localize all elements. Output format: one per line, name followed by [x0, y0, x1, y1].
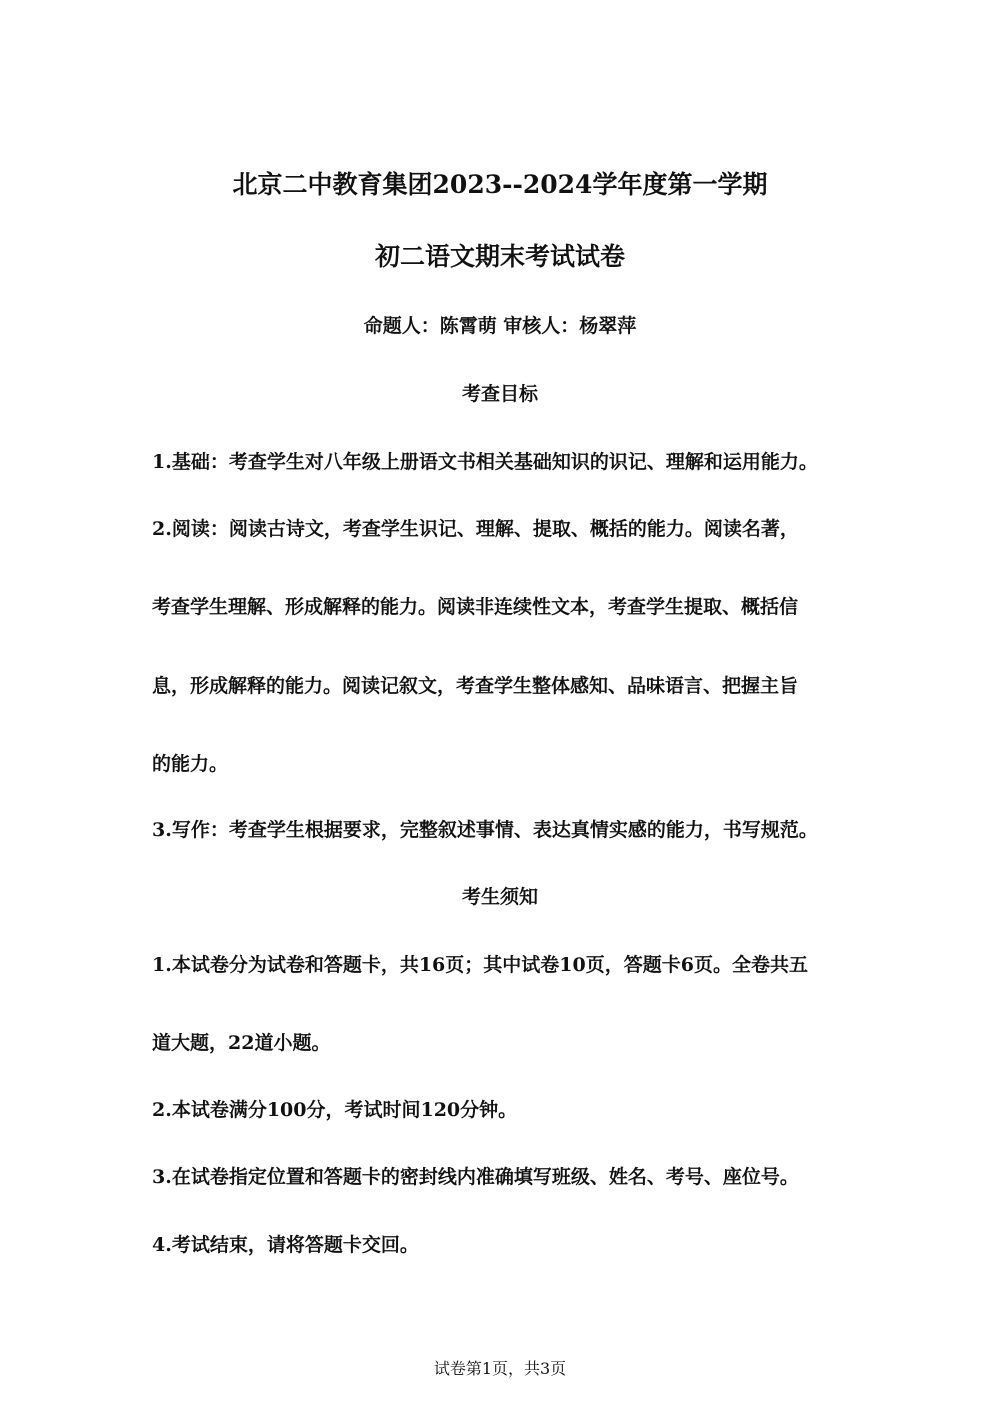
objective-line: 的能力。 [152, 753, 229, 775]
objectives-heading: 考查目标 [461, 383, 538, 405]
objective-line: 考查学生理解、形成解释的能力。阅读非连续性文本，考查学生提取、概括信 [152, 596, 799, 618]
notice-line: 4.考试结束，请将答题卡交回。 [152, 1234, 419, 1256]
objective-line: 1.基础：考查学生对八年级上册语文书相关基础知识的识记、理解和运用能力。 [152, 451, 818, 473]
notice-line: 道大题，22道小题。 [152, 1032, 331, 1054]
objective-line: 2.阅读：阅读古诗文，考查学生识记、理解、提取、概括的能力。阅读名著， [152, 518, 799, 540]
notice-line: 3.在试卷指定位置和答题卡的密封线内准确填写班级、姓名、考号、座位号。 [152, 1166, 799, 1188]
exam-authors: 命题人：陈霄萌 审核人：杨翠萍 [363, 315, 637, 337]
exam-title: 北京二中教育集团2023--2024学年度第一学期 [232, 170, 768, 199]
notice-line: 2.本试卷满分100分，考试时间120分钟。 [152, 1099, 518, 1121]
page-footer: 试卷第1页，共3页 [433, 1359, 567, 1378]
exam-subtitle: 初二语文期末考试试卷 [374, 242, 625, 271]
objective-line: 息，形成解释的能力。阅读记叙文，考查学生整体感知、品味语言、把握主旨 [152, 675, 799, 697]
objective-line: 3.写作：考查学生根据要求，完整叙述事情、表达真情实感的能力，书写规范。 [152, 819, 818, 841]
notice-line: 1.本试卷分为试卷和答题卡，共16页；其中试卷10页，答题卡6页。全卷共五 [152, 954, 808, 976]
notice-heading: 考生须知 [461, 886, 538, 908]
